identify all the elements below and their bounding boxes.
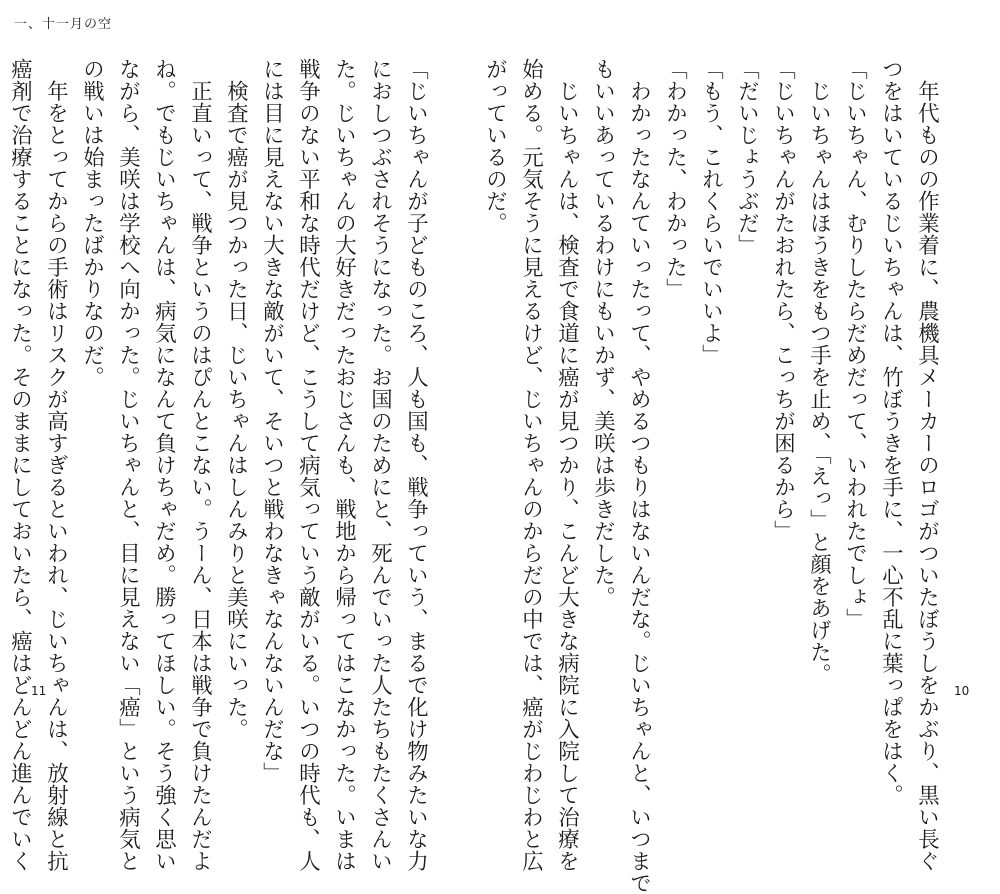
page-number-right: 10 [954, 684, 970, 698]
text-column: 始める。元気そうに見えるけど、じいちゃんのからだの中では、癌がじわじわと広 [518, 58, 544, 872]
text-column: におしつぶされそうになった。お国のためにと、死んでいった人たちもたくさんい [367, 58, 393, 872]
text-column: 「じいちゃんがたおれたら、こっちが困るから」 [770, 58, 796, 542]
text-column: じいちゃんは、検査で食道に癌が見つかり、こんど大きな病院に入院して治療を [554, 58, 580, 872]
text-column: 「じいちゃんが子どものころ、人も国も、戦争っていう、まるで化け物みたいな力 [403, 58, 429, 872]
text-column: 年をとってからの手術はリスクが高すぎるといわれ、じいちゃんは、放射線と抗 [43, 58, 69, 872]
text-column: 正直いって、戦争というのはぴんとこない。うーん、日本は戦争で負けたんだよ [187, 58, 213, 872]
text-column: た。じいちゃんの大好きだったおじさんも、戦地から帰ってはこなかった。いまは [331, 58, 357, 872]
text-column: じいちゃんはほうきをもつ手を止め、「えっ」と顔をあげた。 [806, 58, 832, 686]
text-column: 戦争のない平和な時代だけど、こうして病気っていう敵がいる。いつの時代も、人 [295, 58, 321, 872]
text-column: 「だいじょうぶだ」 [734, 58, 760, 256]
text-column: つをはいているじいちゃんは、竹ぼうきを手に、一心不乱に葉っぱをはく。 [878, 58, 904, 806]
text-column: 「もう、これくらいでいいよ」 [698, 58, 724, 366]
text-column: 「じいちゃん、むりしたらだめだって、いわれたでしょ」 [842, 58, 868, 630]
text-column: もいいあっているわけにもいかず、美咲は歩きだした。 [590, 58, 616, 608]
text-column: 癌剤で治療することになった。そのままにしておいたら、癌はどんどん進んでいく [7, 58, 33, 872]
text-column: の戦いは始まったばかりなのだ。 [79, 58, 105, 388]
chapter-title: 一、十一月の空 [14, 17, 113, 32]
text-column: 「わかった、わかった」 [662, 58, 688, 300]
text-column: 年代ものの作業着に、農機具メーカーのロゴがついたぼうしをかぶり、黒い長ぐ [914, 58, 940, 872]
text-column: 検査で癌が見つかった日、じいちゃんはしんみりと美咲にいった。 [223, 58, 249, 740]
text-column: には目に見えない大きな敵がいて、そいつと戦わなきゃなんないんだな」 [259, 58, 285, 784]
text-column: ね。でもじいちゃんは、病気になんて負けちゃだめ。勝ってほしい。そう強く思い [151, 58, 177, 872]
text-column: ながら、美咲は学校へ向かった。じいちゃんと、目に見えない「癌」という病気と [115, 58, 141, 872]
text-column: わかったなんていったって、やめるつもりはないんだな。じいちゃんと、いつまで [626, 58, 652, 894]
page-number-left: 11 [31, 684, 47, 698]
text-column: がっているのだ。 [482, 58, 508, 234]
